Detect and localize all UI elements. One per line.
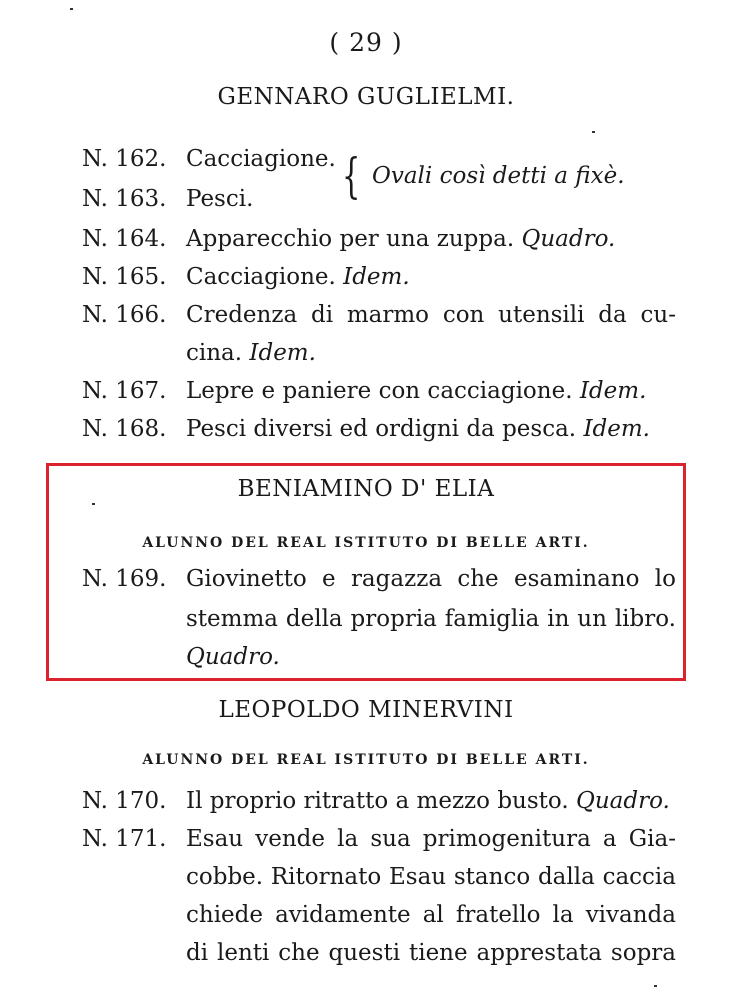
entry-type: Quadro. <box>521 226 616 252</box>
entry-number: N. 169. <box>82 566 167 592</box>
entry-number: N. 165. <box>82 264 167 290</box>
entry-number: N. 162. <box>82 146 167 172</box>
entry-title-text: Apparecchio per una zuppa. <box>186 226 515 252</box>
entry-number: N. 166. <box>82 302 167 328</box>
entry-title <box>186 226 676 252</box>
entry-number: N. 163. <box>82 186 167 212</box>
entry-type: Quadro. <box>575 788 670 814</box>
entry-type: Idem. <box>249 340 316 366</box>
artist-subtitle: ALUNNO DEL REAL ISTITUTO DI BELLE ARTI. <box>142 535 590 551</box>
entry-type: Idem. <box>579 378 647 404</box>
scan-speck <box>592 131 595 133</box>
entry-title <box>186 378 676 404</box>
entry-text-line2: cobbe. Ritornato Esau stanco dalla caccia <box>186 864 676 890</box>
brace-note: Ovali così detti a fixè. <box>372 163 625 189</box>
entry-number: N. 167. <box>82 378 167 404</box>
entry-title-line1: Credenza di marmo con utensili da cu- <box>186 302 676 328</box>
entry-title <box>186 264 676 290</box>
entry-title: Cacciagione. <box>186 146 336 172</box>
entry-text-line2: stemma della propria famiglia in un libro. <box>186 606 676 632</box>
entry-title <box>186 416 676 442</box>
artist-subtitle: ALUNNO DEL REAL ISTITUTO DI BELLE ARTI. <box>142 752 590 768</box>
brace-symbol: { <box>342 148 361 204</box>
entry-title-text: Lepre e paniere con cacciagione. <box>186 378 573 404</box>
entry-number: N. 168. <box>82 416 167 442</box>
scan-speck <box>92 503 95 505</box>
artist-heading-guglielmi: GENNARO GUGLIELMI. <box>217 84 515 110</box>
scan-speck <box>70 8 73 10</box>
entry-number: N. 170. <box>82 788 167 814</box>
entry-title: Pesci. <box>186 186 254 212</box>
entry-text-line1: Giovinetto e ragazza che esaminano lo <box>186 566 676 592</box>
entry-title-text: Cacciagione. <box>186 264 336 290</box>
entry-title-text: Il proprio ritratto a mezzo busto. <box>186 788 569 814</box>
artist-heading-delia: BENIAMINO D' ELIA <box>237 476 495 502</box>
entry-title <box>186 788 676 814</box>
entry-number: N. 164. <box>82 226 167 252</box>
entry-text-line1: Esau vende la sua primogenitura a Gia- <box>186 826 676 852</box>
scan-speck <box>654 985 657 987</box>
entry-title-text: cina. <box>186 340 243 366</box>
entry-title-text: Pesci diversi ed ordigni da pesca. <box>186 416 577 442</box>
entry-text-line3: chiede avidamente al fratello la vivanda <box>186 902 676 928</box>
entry-number: N. 171. <box>82 826 167 852</box>
entry-type: Quadro. <box>186 644 280 670</box>
entry-title-line2 <box>186 340 676 366</box>
page-number: ( 29 ) <box>329 28 403 57</box>
entry-text-line4: di lenti che questi tiene apprestata sopra <box>186 940 676 966</box>
entry-type: Idem. <box>583 416 650 442</box>
artist-heading-minervini: LEOPOLDO MINERVINI <box>218 697 514 723</box>
entry-type: Idem. <box>343 264 410 290</box>
